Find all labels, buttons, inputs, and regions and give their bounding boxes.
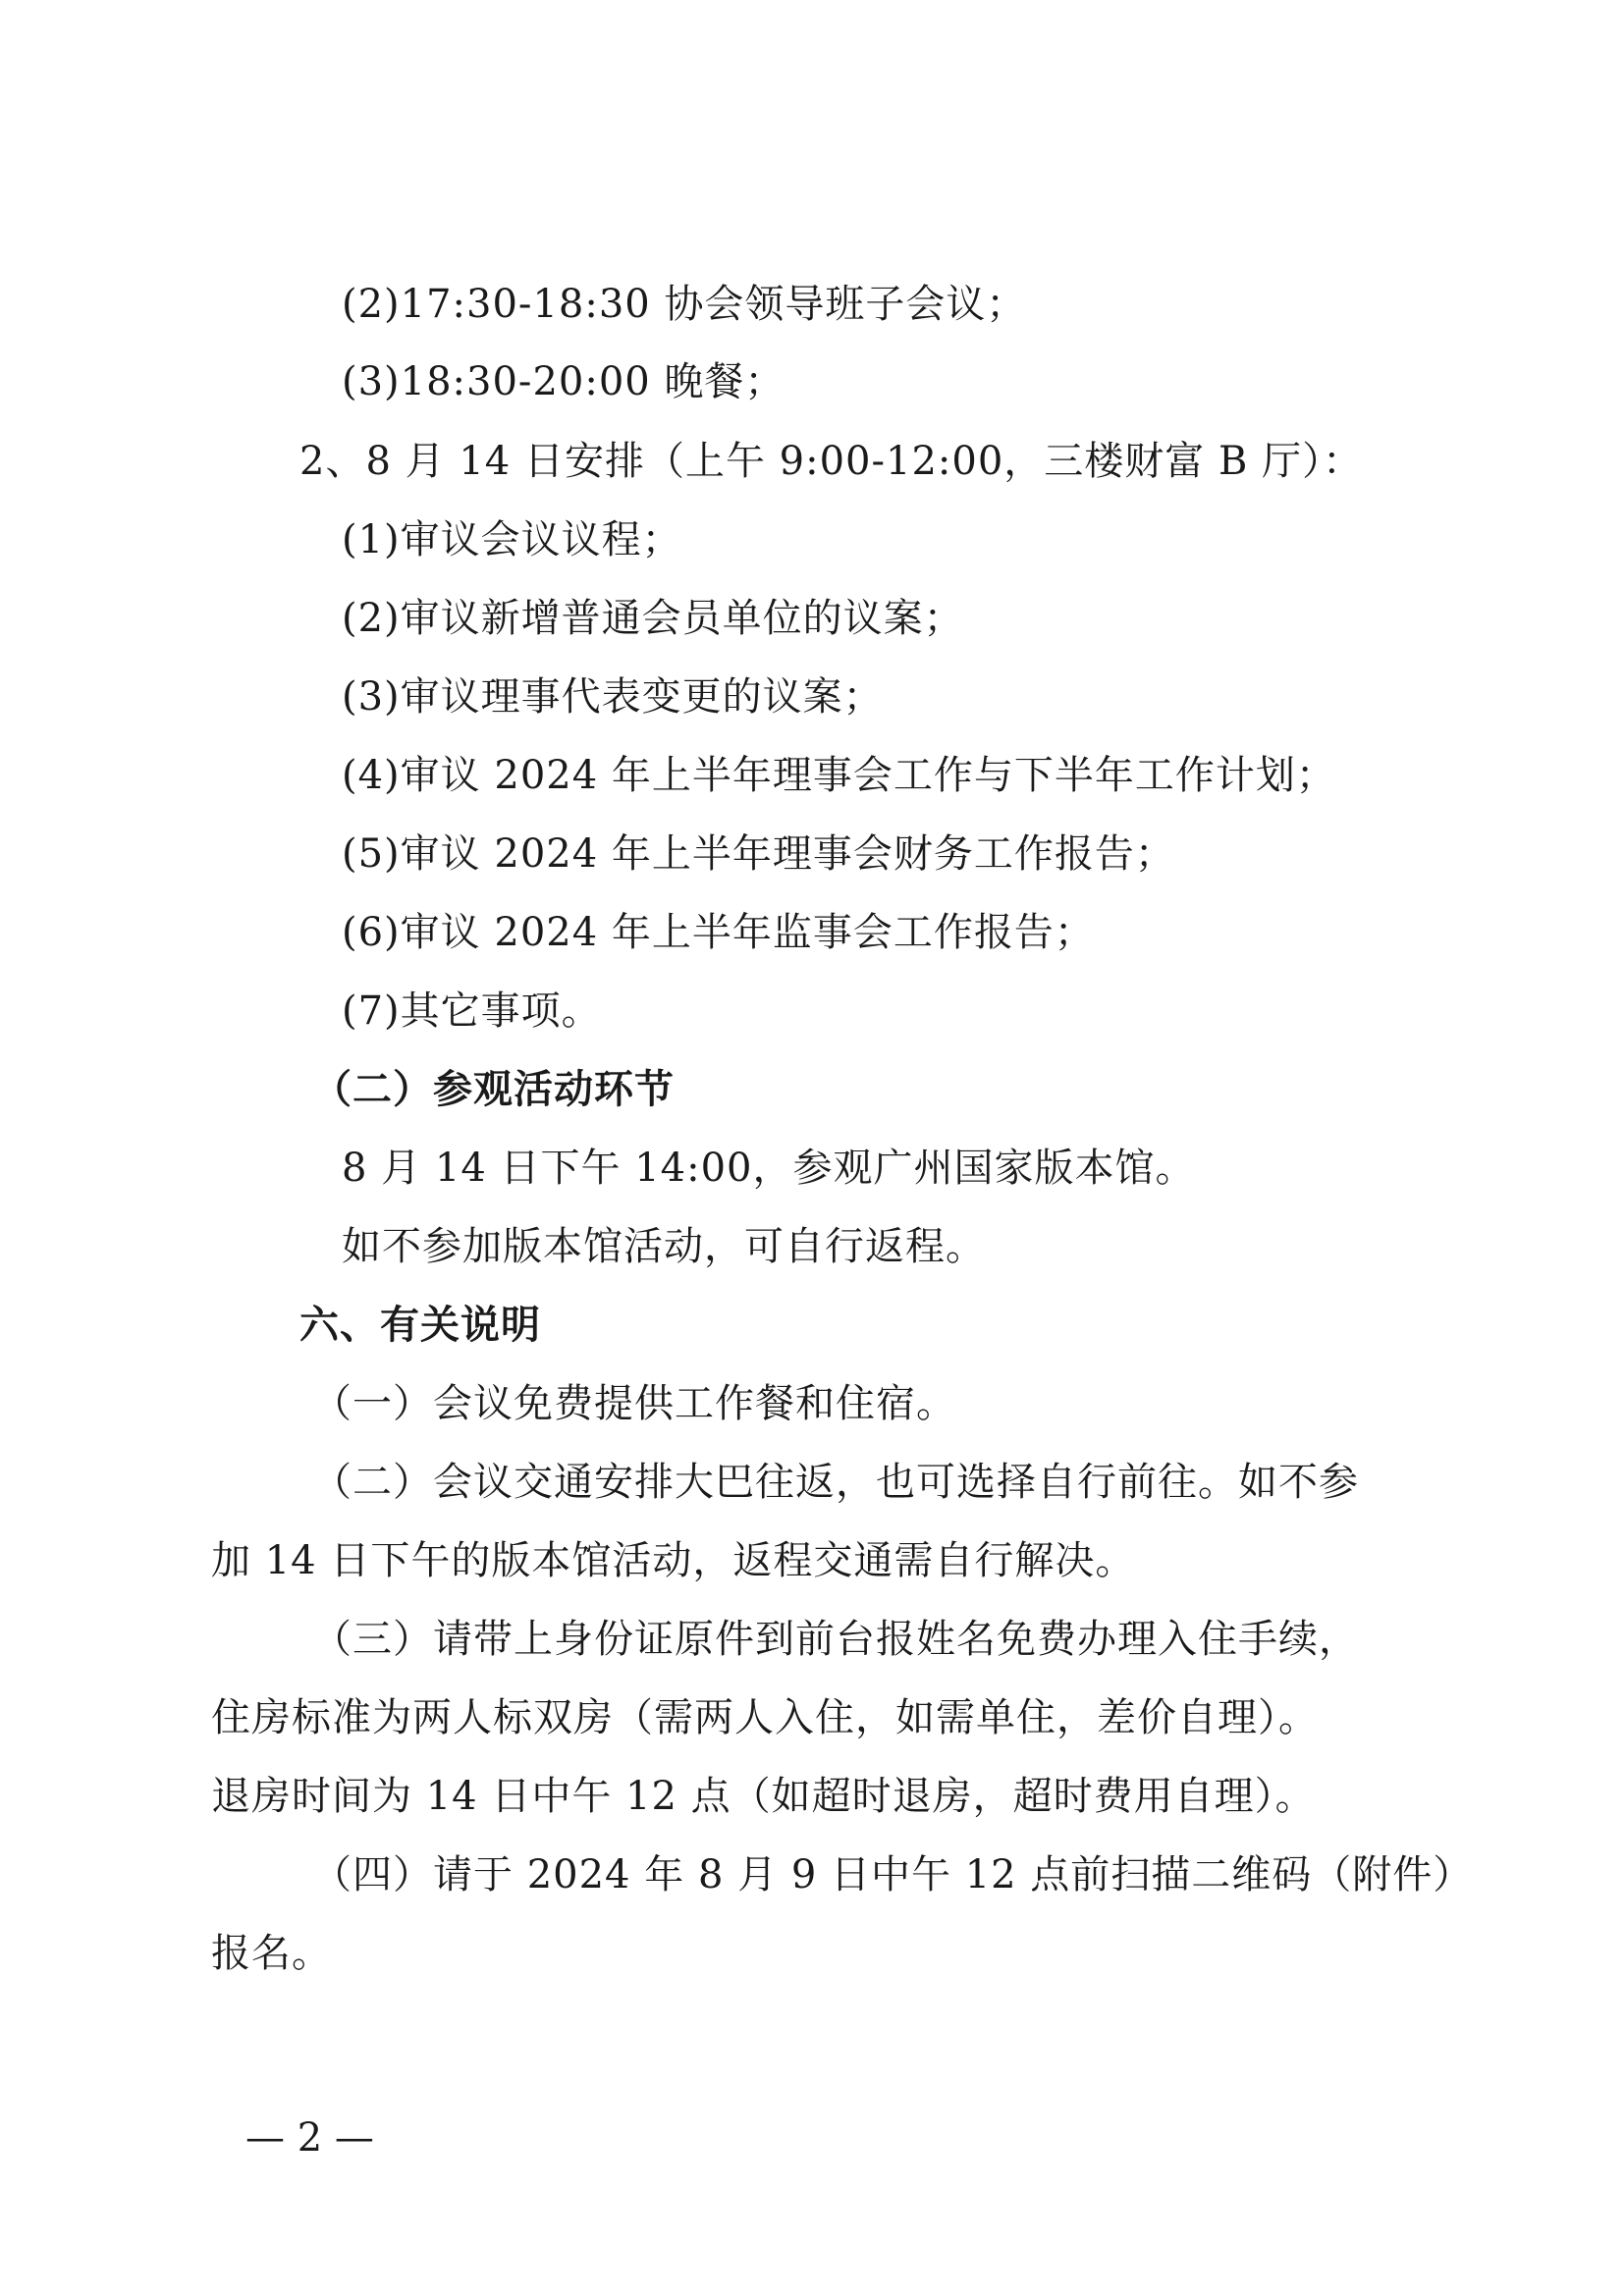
note-4-line-2: 报名。 [211,1931,332,1976]
note-3-line-3: 退房时间为 14 日中午 12 点（如超时退房，超时费用自理）。 [211,1774,1316,1819]
agenda-item-4: (4)审议 2024 年上半年理事会工作与下半年工作计划； [342,753,1336,798]
schedule-item-2: (2)17:30-18:30 协会领导班子会议； [342,282,1027,327]
note-3-line-1: （三）请带上身份证原件到前台报姓名免费办理入住手续， [312,1617,1359,1662]
aug14-schedule-heading: 2、8 月 14 日安排（上午 9:00-12:00，三楼财富 B 厅）： [299,439,1364,484]
schedule-item-3: (3)18:30-20:00 晚餐； [342,359,785,404]
note-1: （一）会议免费提供工作餐和住宿。 [312,1381,956,1426]
agenda-item-1: (1)审议会议议程； [342,517,682,562]
section-visit-heading: （二）参观活动环节 [312,1067,675,1112]
note-2-line-2: 加 14 日下午的版本馆活动，返程交通需自行解决。 [211,1538,1136,1583]
note-4-line-1: （四）请于 2024 年 8 月 9 日中午 12 点前扫描二维码（附件） [312,1852,1474,1897]
agenda-item-3: (3)审议理事代表变更的议案； [342,674,884,720]
agenda-item-6: (6)审议 2024 年上半年监事会工作报告； [342,910,1095,955]
note-3-line-2: 住房标准为两人标双房（需两人入住，如需单住，差价自理）。 [211,1695,1319,1740]
section-notes-heading: 六、有关说明 [299,1303,541,1348]
page-number: — 2 — [245,2115,374,2161]
agenda-item-5: (5)审议 2024 年上半年理事会财务工作报告； [342,831,1175,877]
visit-return-text: 如不参加版本馆活动，可自行返程。 [342,1224,986,1269]
visit-time-text: 8 月 14 日下午 14:00，参观广州国家版本馆。 [342,1146,1196,1191]
agenda-item-7: (7)其它事项。 [342,988,602,1034]
agenda-item-2: (2)审议新增普通会员单位的议案； [342,596,964,641]
note-2-line-1: （二）会议交通安排大巴往返，也可选择自行前往。如不参 [312,1460,1359,1505]
